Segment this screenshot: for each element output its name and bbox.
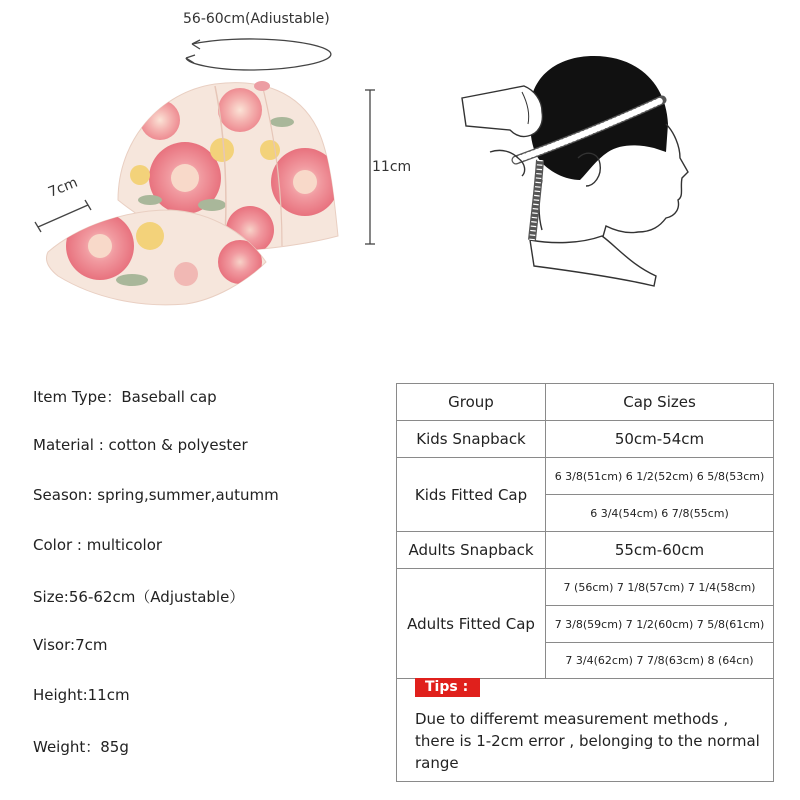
tips-text: Due to differemt measurement methods , there is 1-2cm error , belonging to the normal range <box>415 710 760 772</box>
spec-value: Baseball cap <box>121 388 217 406</box>
group-cell: Adults Fitted Cap <box>397 569 546 679</box>
circumference-arrow <box>186 39 331 70</box>
table-row <box>397 458 774 495</box>
spec-item-type <box>33 386 217 407</box>
spec-value: spring,summer,autumm <box>97 486 279 504</box>
header-cap-sizes: Cap Sizes <box>546 384 774 421</box>
height-label: 11cm <box>372 159 412 175</box>
tips-badge: Tips : <box>415 678 480 697</box>
size-cell: 6 3/8(51cm) 6 1/2(52cm) 6 5/8(53cm) <box>546 458 774 495</box>
spec-label: Visor: <box>33 636 76 654</box>
size-cell: 50cm-54cm <box>546 421 774 458</box>
group-cell: Adults Snapback <box>397 532 546 569</box>
size-cell: 55cm-60cm <box>546 532 774 569</box>
spec-label: Item Type： <box>33 388 122 406</box>
spec-weight <box>33 736 129 757</box>
head-measurement-illustration <box>430 40 720 300</box>
spec-height <box>33 686 130 704</box>
table-row <box>397 532 774 569</box>
hand-shape <box>462 86 542 137</box>
collar-shape <box>530 236 656 286</box>
size-cell: 7 3/4(62cm) 7 7/8(63cm) 8 (64cn) <box>546 643 774 679</box>
group-cell: Kids Fitted Cap <box>397 458 546 532</box>
size-table <box>396 383 774 679</box>
table-header-row <box>397 384 774 421</box>
spec-value: multicolor <box>86 536 163 554</box>
tips-box <box>396 676 774 782</box>
spec-material <box>33 436 248 454</box>
table-row <box>397 569 774 606</box>
size-cell: 7 (56cm) 7 1/8(57cm) 7 1/4(58cm) <box>546 569 774 606</box>
spec-label: Height: <box>33 686 88 704</box>
spec-value: 85g <box>100 738 129 756</box>
spec-label: Weight： <box>33 738 101 756</box>
spec-value: 56-62cm（Adjustable） <box>68 588 245 606</box>
spec-value: 11cm <box>87 686 130 704</box>
spec-value: 7cm <box>75 636 108 654</box>
spec-label: Season: <box>33 486 98 504</box>
visor-label: 7cm <box>46 174 81 201</box>
spec-value: cotton & polyester <box>108 436 248 454</box>
size-cell: 6 3/4(54cm) 6 7/8(55cm) <box>546 495 774 532</box>
spec-label: Material : <box>33 436 109 454</box>
visor-line <box>35 200 91 232</box>
spec-label: Color : <box>33 536 87 554</box>
header-group: Group <box>397 384 546 421</box>
size-cell: 7 3/8(59cm) 7 1/2(60cm) 7 5/8(61cm) <box>546 606 774 643</box>
spec-season <box>33 486 279 504</box>
table-row <box>397 421 774 458</box>
spec-label: Size: <box>33 588 69 606</box>
spec-size <box>33 586 244 607</box>
group-cell: Kids Snapback <box>397 421 546 458</box>
spec-visor <box>33 636 107 654</box>
circumference-label: 56-60cm(Adiustable) <box>183 11 330 27</box>
spec-color <box>33 536 162 554</box>
